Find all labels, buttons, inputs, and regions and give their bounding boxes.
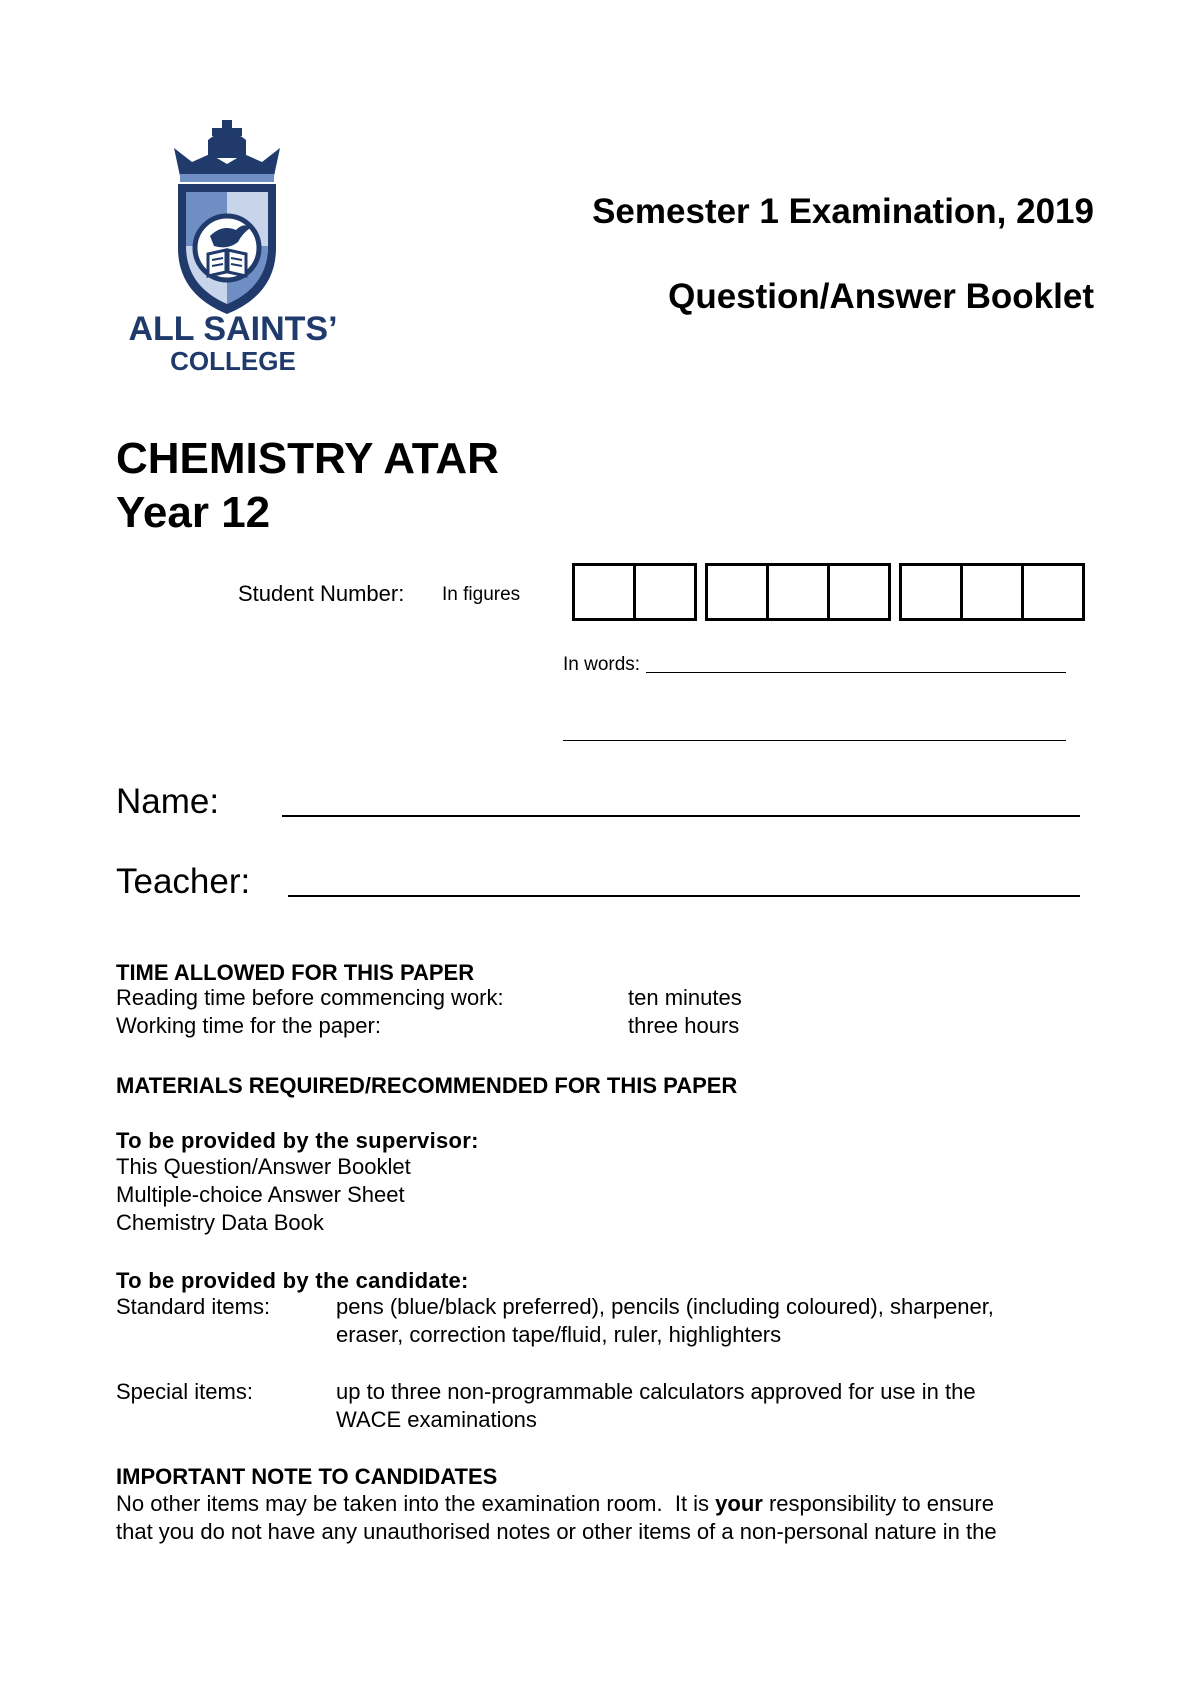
materials-heading: MATERIALS REQUIRED/RECOMMENDED FOR THIS PAPER	[116, 1073, 738, 1098]
name-label: Name:	[116, 782, 220, 821]
digit-box[interactable]	[830, 566, 888, 618]
svg-text:ALL SAINTS’: ALL SAINTS’	[128, 310, 338, 348]
teacher-line[interactable]	[288, 895, 1080, 897]
digit-box[interactable]	[636, 566, 694, 618]
special-items-label: Special items:	[116, 1379, 253, 1404]
candidate-heading: To be provided by the candidate:	[116, 1268, 469, 1293]
digit-box[interactable]	[1024, 566, 1082, 618]
important-note-line-1	[116, 1490, 994, 1518]
digit-box[interactable]	[902, 566, 963, 618]
exam-title: Semester 1 Examination, 2019	[592, 192, 1094, 231]
in-figures-hint: In figures	[442, 584, 521, 605]
standard-items-line: eraser, correction tape/fluid, ruler, highlighters	[336, 1322, 782, 1347]
in-words-line-2[interactable]	[563, 740, 1066, 741]
in-words-line[interactable]	[646, 672, 1066, 673]
time-allowed-heading: TIME ALLOWED FOR THIS PAPER	[116, 960, 475, 985]
school-logo	[118, 118, 348, 376]
crest-icon	[118, 118, 348, 376]
supervisor-item: Multiple-choice Answer Sheet	[116, 1182, 405, 1207]
working-time-label: Working time for the paper:	[116, 1013, 381, 1038]
note-emphasis: your	[715, 1491, 763, 1516]
note-text: No other items may be taken into the examination room. It is	[116, 1491, 716, 1516]
booklet-type: Question/Answer Booklet	[668, 277, 1094, 316]
special-items-line: WACE examinations	[336, 1407, 537, 1432]
digit-group	[572, 563, 697, 621]
in-words-label: In words:	[563, 654, 641, 675]
digit-group	[705, 563, 891, 621]
reading-time-value: ten minutes	[628, 985, 742, 1010]
subject-year: Year 12	[116, 488, 271, 537]
standard-items-line: pens (blue/black preferred), pencils (including coloured), sharpener,	[336, 1294, 994, 1319]
supervisor-item: Chemistry Data Book	[116, 1210, 324, 1235]
digit-box[interactable]	[963, 566, 1024, 618]
important-note-line-2: that you do not have any unauthorised notes or other items of a non-personal nature in the	[116, 1519, 997, 1544]
supervisor-item: This Question/Answer Booklet	[116, 1154, 411, 1179]
reading-time-label: Reading time before commencing work:	[116, 985, 504, 1010]
standard-items-label: Standard items:	[116, 1294, 271, 1319]
digit-box[interactable]	[708, 566, 769, 618]
student-number-boxes	[572, 563, 1085, 621]
note-text: responsibility to ensure	[762, 1491, 994, 1516]
important-note-heading: IMPORTANT NOTE TO CANDIDATES	[116, 1464, 498, 1489]
subject-block	[116, 432, 499, 540]
teacher-label: Teacher:	[116, 862, 251, 901]
student-number-label: Student Number:	[238, 581, 405, 606]
special-items-line: up to three non-programmable calculators approved for use in the	[336, 1379, 976, 1404]
digit-group	[899, 563, 1085, 621]
supervisor-heading: To be provided by the supervisor:	[116, 1128, 479, 1153]
subject-name: CHEMISTRY ATAR	[116, 434, 499, 483]
digit-box[interactable]	[769, 566, 830, 618]
working-time-value: three hours	[628, 1013, 740, 1038]
name-line[interactable]	[282, 815, 1080, 817]
digit-box[interactable]	[575, 566, 636, 618]
svg-text:COLLEGE: COLLEGE	[170, 346, 296, 376]
